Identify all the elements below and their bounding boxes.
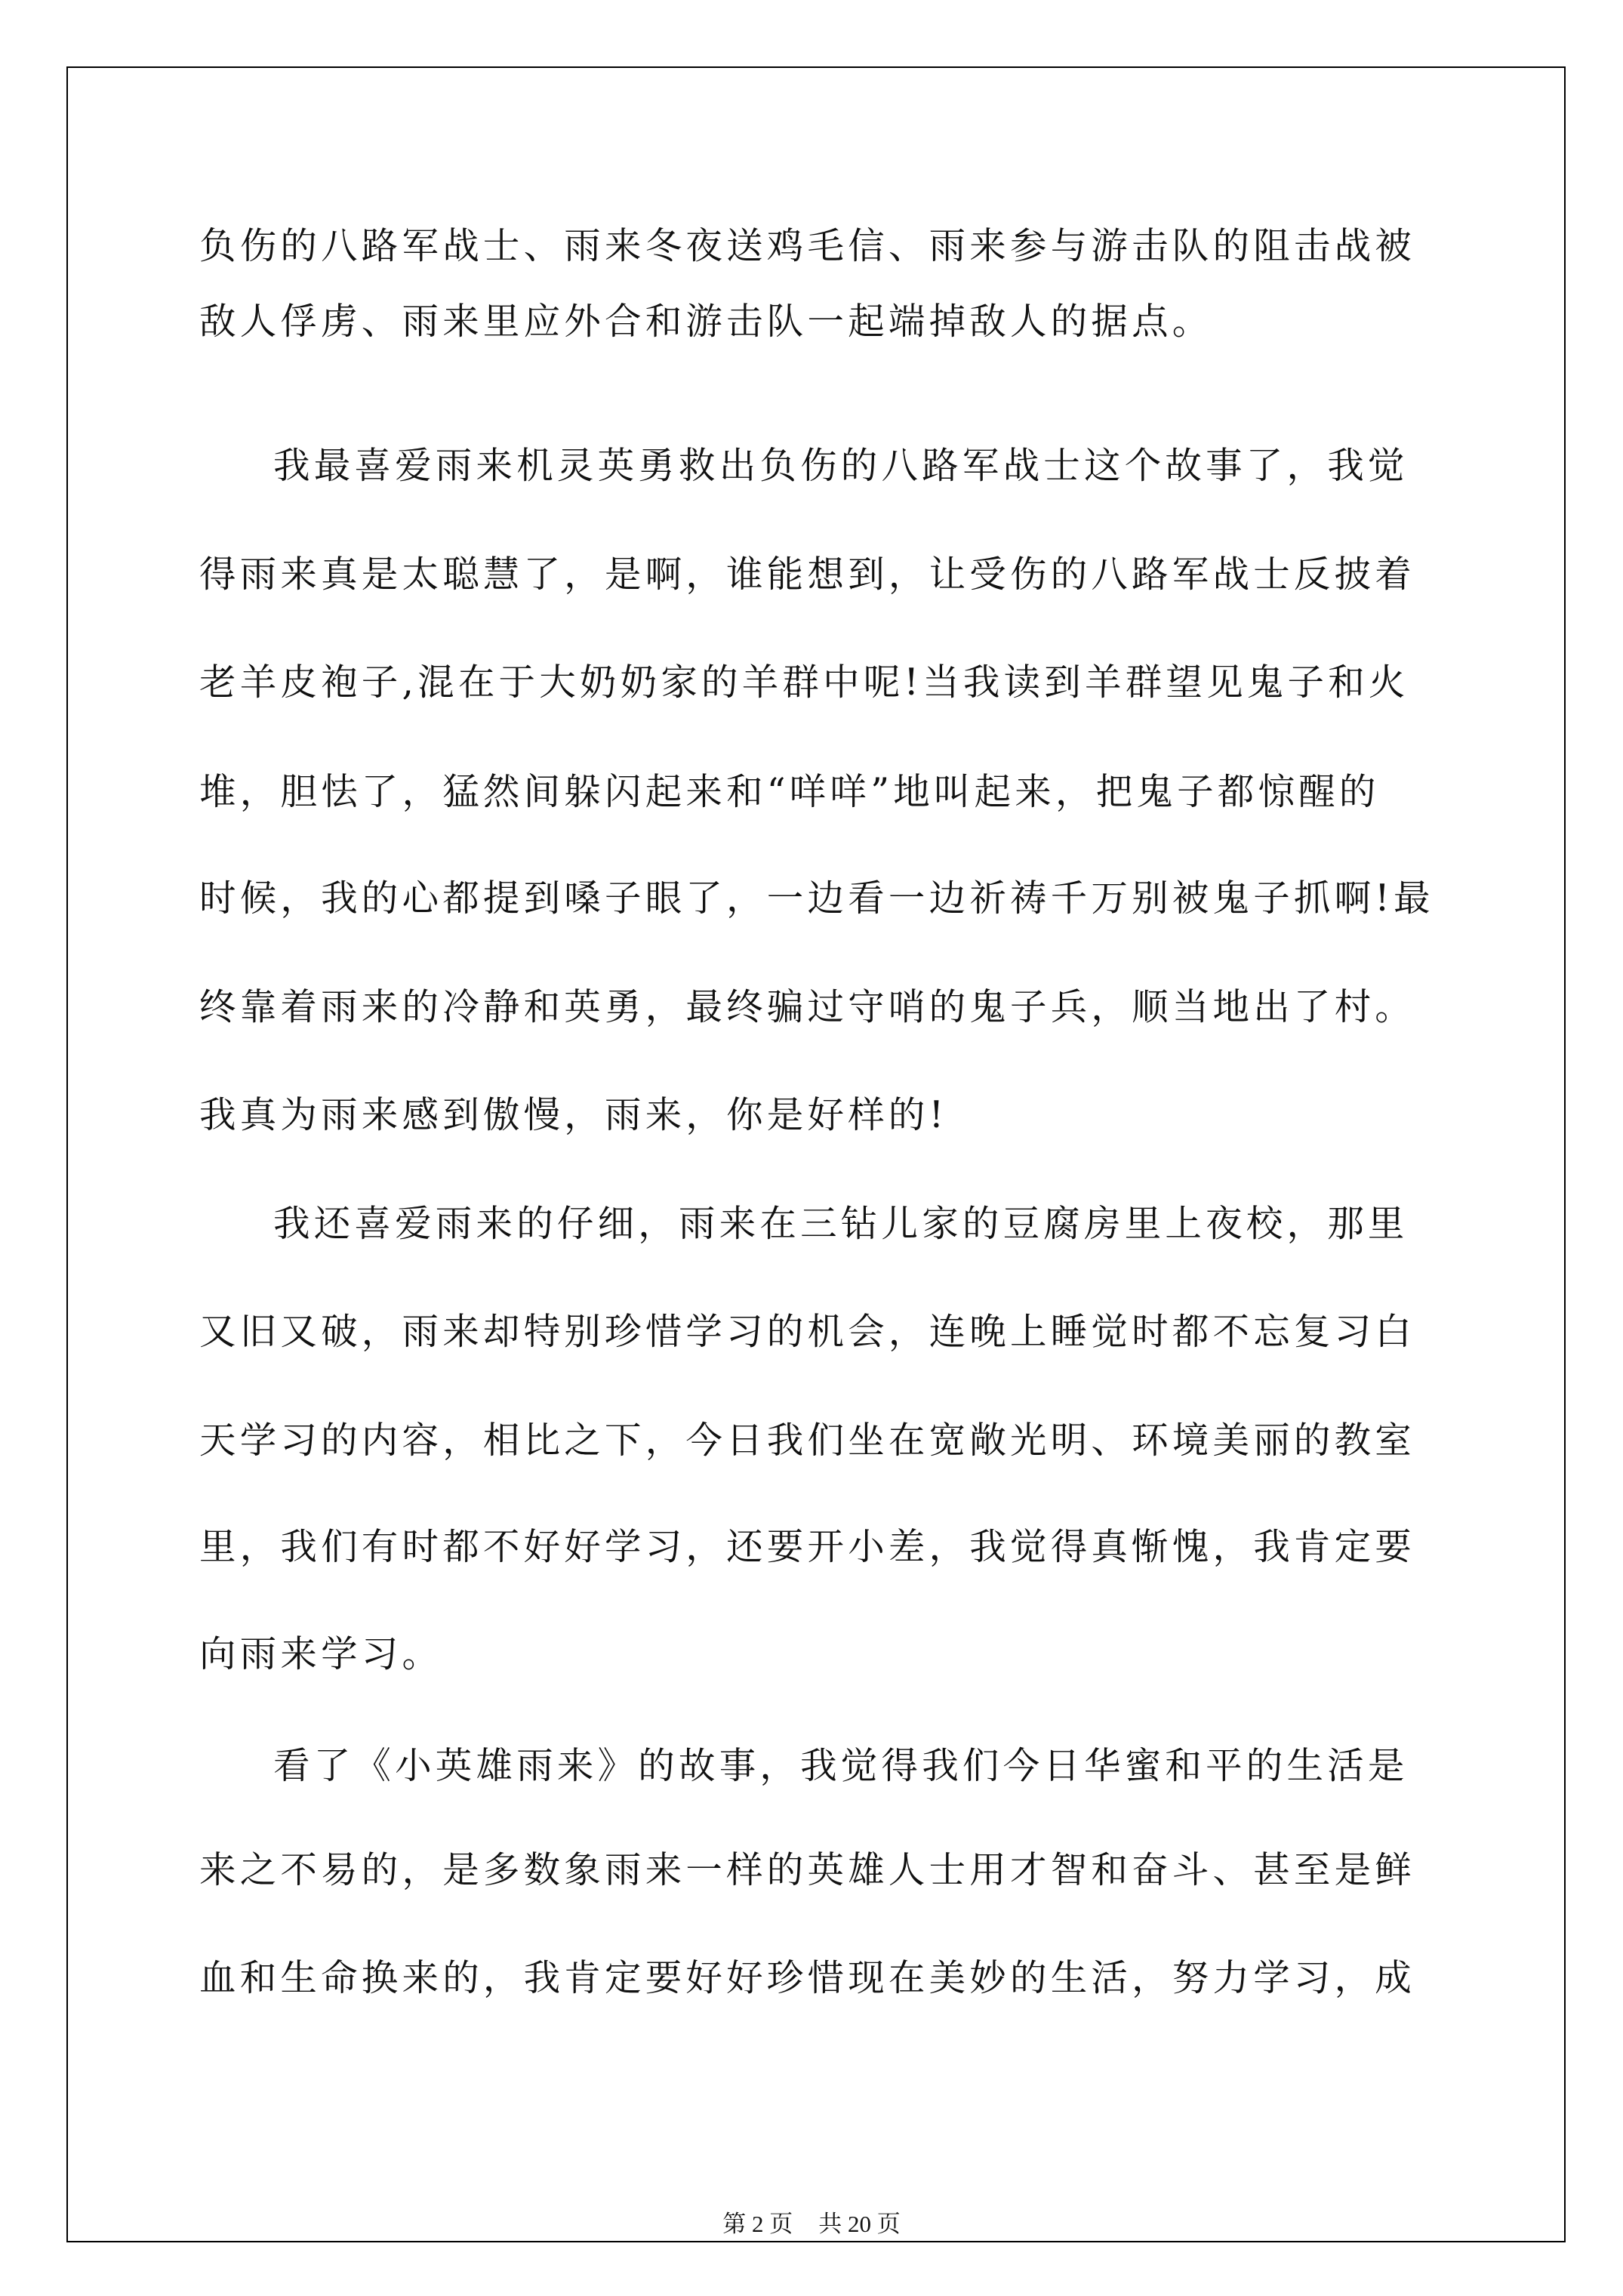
text-line: 时候，我的心都提到嗓子眼了，一边看一边祈祷千万别被鬼子抓啊!最 bbox=[199, 877, 1434, 920]
text-line: 来之不易的，是多数象雨来一样的英雄人士用才智和奋斗、甚至是鲜 bbox=[199, 1849, 1416, 1891]
text-line: 向雨来学习。 bbox=[199, 1633, 443, 1675]
page-border bbox=[66, 66, 1566, 2242]
text-line: 堆，胆怯了，猛然间躲闪起来和“咩咩”地叫起来，把鬼子都惊醒的 bbox=[199, 771, 1380, 813]
text-line: 看了《小英雄雨来》的故事，我觉得我们今日华蜜和平的生活是 bbox=[273, 1745, 1409, 1787]
text-line: 又旧又破，雨来却特别珍惜学习的机会，连晚上睡觉时都不忘复习白 bbox=[199, 1311, 1416, 1353]
text-line: 负伤的八路军战士、雨来冬夜送鸡毛信、雨来参与游击队的阻击战被 bbox=[199, 225, 1416, 267]
text-line: 里，我们有时都不好好学习，还要开小差，我觉得真惭愧，我肯定要 bbox=[199, 1526, 1416, 1568]
text-line: 得雨来真是太聪慧了，是啊，谁能想到，让受伤的八路军战士反披着 bbox=[199, 553, 1416, 596]
text-line: 我最喜爱雨来机灵英勇救出负伤的八路军战士这个故事了，我觉 bbox=[273, 445, 1409, 487]
page-footer bbox=[0, 2205, 1623, 2239]
page-total: 共 20 页 bbox=[818, 2211, 901, 2237]
text-line: 我真为雨来感到傲慢，雨来，你是好样的! bbox=[199, 1094, 948, 1136]
text-line: 我还喜爱雨来的仔细，雨来在三钻儿家的豆腐房里上夜校，那里 bbox=[273, 1203, 1409, 1245]
text-line: 敌人俘虏、雨来里应外合和游击队一起端掉敌人的据点。 bbox=[199, 300, 1213, 343]
text-line: 天学习的内容，相比之下，今日我们坐在宽敞光明、环境美丽的教室 bbox=[199, 1419, 1416, 1462]
page-number: 第 2 页 bbox=[722, 2211, 793, 2237]
text-line: 血和生命换来的，我肯定要好好珍惜现在美妙的生活，努力学习，成 bbox=[199, 1957, 1416, 1999]
text-line: 老羊皮袍子,混在于大奶奶家的羊群中呢!当我读到羊群望见鬼子和火 bbox=[199, 661, 1409, 704]
text-line: 终靠着雨来的冷静和英勇，最终骗过守哨的鬼子兵，顺当地出了村。 bbox=[199, 986, 1416, 1028]
